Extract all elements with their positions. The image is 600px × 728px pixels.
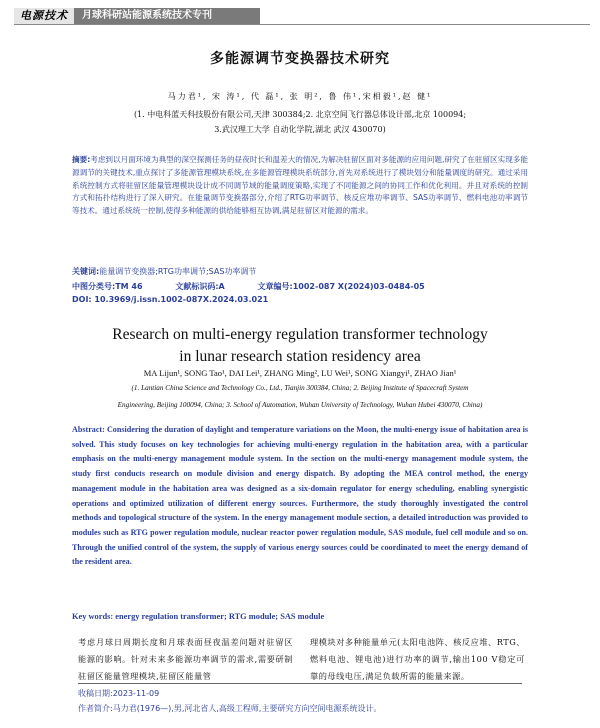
english-title-line-2: in lunar research station residency area xyxy=(179,348,421,365)
received-date: 收稿日期:2023-11-09 xyxy=(78,689,160,698)
chinese-affiliation-line-1: (1. 中电科蓝天科技股份有限公司,天津 300384;2. 北京空间飞行器总体设计部,北京 100094; xyxy=(133,110,467,119)
english-abstract-label: Abstract: xyxy=(72,425,105,434)
chinese-authors: 马力君¹, 宋 涛¹, 代 磊¹, 张 明², 鲁 伟¹,宋相毅¹,赵 健¹ xyxy=(167,92,433,101)
clc-number: 中图分类号:TM 46 xyxy=(72,282,143,291)
chinese-abstract-label: 摘要: xyxy=(72,155,91,164)
english-keywords-text: energy regulation transformer; RTG module; SAS module xyxy=(115,612,325,621)
chinese-title: 多能源调节变换器技术研究 xyxy=(210,51,390,67)
english-affiliation-line-1: (1. Lantian China Science and Technology Co., Ltd., Tianjin 300384, China; 2. Beijing Institute of Spacecraft System xyxy=(131,384,469,392)
body-column-left: 考虑月球日周期长度和月球表面昼夜温差问题对驻留区能源的影响。针对未来多能源功率调节的需求,需要研制驻留区能量管理模块,驻留区能量管 xyxy=(78,637,293,681)
journal-brand: 电源技术 xyxy=(14,8,74,24)
english-abstract-text: Considering the duration of daylight and temperature variations on the Moon, the multi-energy issue of habitation area is solved. This study focuses on key technologies for achieving multi-energy regulation in the habitation area, with a particular emphasis on the multi-energy management module system. In the section on the multi-energy management module system, the study first conducts research on module division and energy dispatch. By adopting the MEA control method, the energy management module in the habitation area was designed as a six-domain regulator for energy scheduling, enabling synergistic operations and optimized utilization of different energy sources. Furthermore, the study thoroughly investigated the control methods and topological structure of the system. In the energy management module section, a detailed introduction was provided to modules such as RTG power regulation module, nuclear reactor power regulation module, SAS module, fuel cell module and so on. Through the unified control of the system, the supply of various energy sources could be coordinated to meet the energy demand of the resident area. xyxy=(72,425,528,567)
article-number: 文章编号:1002-087 X(2024)03-0484-05 xyxy=(257,282,425,291)
footnote-rule xyxy=(78,683,522,684)
header-rule xyxy=(14,24,590,25)
author-bio: 作者简介:马力君(1976—),男,河北省人,高级工程师,主要研究方向空间电源系统设计。 xyxy=(78,704,382,713)
doi: DOI: 10.3969/j.issn.1002-087X.2024.03.021 xyxy=(72,295,269,304)
body-column-right: 理模块对多种能量单元(太阳电池阵、核反应堆、RTG、燃料电池、锂电池)进行功率的调节,输出100 V稳定可靠的母线电压,满足负载所需的能量来源。 xyxy=(310,637,525,681)
english-title-line-1: Research on multi-energy regulation transformer technology xyxy=(112,326,488,343)
chinese-abstract-text: 考虑到以月面环境为典型的深空探测任务的昼夜时长和温差大的情况,为解决驻留区面对多能源的应用问题,研究了在驻留区实现多能源调节的关键技术,重点探讨了多能源管理模块系统,在多能源管理模块系统部分,首先对系统进行了模块划分和能量调度的研究。通过采用系统控制方式将驻留区能量管理模块设计成不同调节域的能量调度策略,实现了不同能源之间的协同工作和优化利用。并且对系统的控制方式和拓扑结构进行了深入研究。在能量调节变换器部分,介绍了RTG功率调节、核反应堆功率调节、SAS功率调节、燃料电池功率调节等技术。通过系统统一控制,使得多种能源的供给能够相互协调,满足驻留区对能源的需求。 xyxy=(72,155,528,216)
journal-header xyxy=(14,8,590,24)
classification-line xyxy=(72,281,455,292)
document-code: 文献标识码:A xyxy=(175,282,225,291)
chinese-keywords-text: 能量调节变换器;RTG功率调节;SAS功率调节 xyxy=(99,267,257,276)
english-abstract xyxy=(72,423,528,570)
special-issue-label: 月球科研站能源系统技术专刊 xyxy=(74,8,260,24)
english-keywords-label: Key words: xyxy=(72,612,114,621)
english-keywords xyxy=(72,612,528,621)
chinese-keywords xyxy=(72,266,256,277)
chinese-abstract xyxy=(72,154,528,280)
chinese-keywords-label: 关键词: xyxy=(72,267,100,276)
english-authors: MA Lijun¹, SONG Tao¹, DAI Lei¹, ZHANG Ming², LU Wei¹, SONG Xiangyi¹, ZHAO Jian¹ xyxy=(143,368,457,378)
chinese-affiliation-line-2: 3.武汉理工大学 自动化学院,湖北 武汉 430070) xyxy=(214,125,386,134)
english-affiliation-line-2: Engineering, Beijing 100094, China; 3. School of Automation, Wuhan University of Technology, Wuhan Hubei 430070, China) xyxy=(117,401,483,409)
